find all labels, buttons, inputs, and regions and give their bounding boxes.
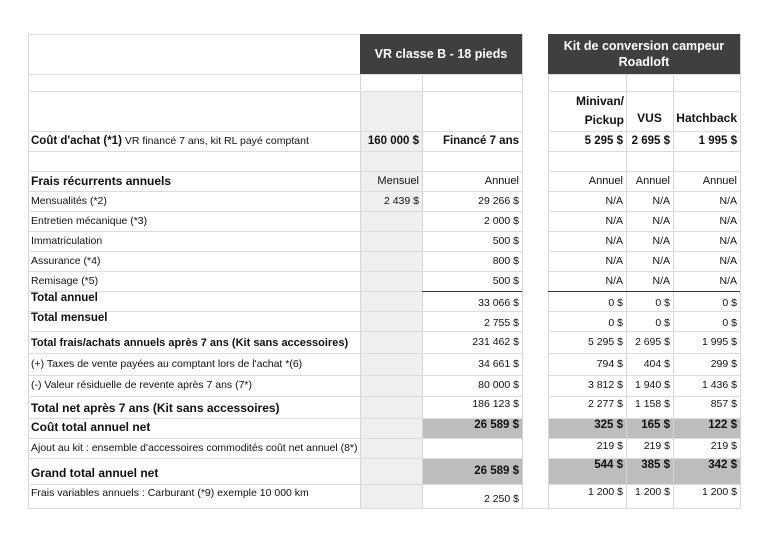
residuelle-vus: 1 940 $: [634, 379, 670, 391]
residuelle-label: (-) Valeur résiduelle de revente après 7 ans (7*): [31, 379, 252, 391]
taxes-minivan: 794 $: [596, 358, 623, 370]
total-annuel-hatch: 0 $: [722, 297, 737, 309]
recurring-mensuel-header: Mensuel: [377, 175, 419, 187]
net-7ans-label: Total net après 7 ans (Kit sans accessoires): [31, 402, 280, 415]
header-kit-roadloft: Kit de conversion campeur Roadloft: [548, 34, 740, 74]
row-annuel: 500 $: [492, 235, 519, 247]
row-annuel: 500 $: [492, 275, 519, 287]
cout-annuel-label: Coût total annuel net: [31, 421, 151, 434]
total-7ans-vus: 2 695 $: [634, 336, 670, 348]
purchase-vus: 2 695 $: [631, 135, 670, 147]
row-label: Mensualités (*2): [31, 195, 107, 207]
total-annuel-label: Total annuel: [31, 292, 98, 304]
ajout-kit-hatch: 219 $: [710, 440, 737, 452]
carburant-label: Frais variables annuels : Carburant (*9) exemple 10 000 km: [31, 487, 309, 499]
ajout-kit-minivan: 219 $: [596, 440, 623, 452]
total-7ans-minivan: 5 295 $: [587, 336, 623, 348]
recurring-title: Frais récurrents annuels: [31, 175, 172, 188]
purchase-vr-price: 160 000 $: [367, 135, 419, 147]
row-hatch: N/A: [719, 215, 737, 227]
purchase-minivan: 5 295 $: [584, 135, 623, 147]
cout-annuel-hatch: 122 $: [708, 419, 737, 431]
row-label: Immatriculation: [31, 235, 103, 247]
row-vus: N/A: [652, 235, 670, 247]
grand-total-minivan: 544 $: [594, 459, 623, 471]
grand-total-rv: 26 589 $: [474, 465, 519, 477]
row-label: Entretien mécanique (*3): [31, 215, 148, 227]
net-7ans-vus: 1 158 $: [634, 398, 670, 410]
cout-annuel-minivan: 325 $: [594, 419, 623, 431]
row-hatch: N/A: [719, 275, 737, 287]
carburant-minivan: 1 200 $: [587, 486, 623, 498]
ajout-kit-label: Ajout au kit : ensemble d'accessoires commodités coût net annuel (8*): [31, 442, 358, 454]
total-annuel-vus: 0 $: [655, 297, 670, 309]
ajout-kit-vus: 219 $: [643, 440, 670, 452]
recurring-vus-header: Annuel: [635, 175, 670, 187]
purchase-vr-note: Financé 7 ans: [442, 135, 519, 147]
row-minivan: N/A: [605, 255, 623, 267]
grand-total-vus: 385 $: [641, 459, 670, 471]
taxes-label: (+) Taxes de vente payées au comptant lors de l'achat *(6): [31, 358, 303, 370]
carburant-rv: 2 250 $: [483, 493, 519, 505]
carburant-vus: 1 200 $: [634, 486, 670, 498]
row-vus: N/A: [652, 255, 670, 267]
cost-comparison-table: [28, 34, 740, 508]
row-minivan: N/A: [605, 275, 623, 287]
monthly-column-shade: [360, 91, 422, 508]
net-7ans-rv: 186 123 $: [472, 398, 519, 410]
recurring-minivan-header: Annuel: [588, 175, 623, 187]
purchase-label: [28, 135, 360, 148]
row-annuel: 29 266 $: [478, 195, 519, 207]
cout-annuel-vus: 165 $: [641, 419, 670, 431]
purchase-label-bold: Coût d'achat (*1): [31, 135, 122, 147]
row-vus: N/A: [652, 275, 670, 287]
row-vus: N/A: [652, 215, 670, 227]
cout-annuel-rv: 26 589 $: [474, 419, 519, 431]
column-separator: [523, 34, 548, 508]
net-7ans-hatch: 857 $: [710, 398, 737, 410]
row-mensuel: 2 439 $: [383, 195, 419, 207]
grand-total-hatch: 342 $: [708, 459, 737, 471]
total-mensuel-minivan: 0 $: [608, 317, 623, 329]
row-hatch: N/A: [719, 235, 737, 247]
row-label: Assurance (*4): [31, 255, 101, 267]
total-7ans-label: Total frais/achats annuels après 7 ans (Kit sans accessoires): [31, 337, 349, 349]
residuelle-rv: 80 000 $: [478, 379, 519, 391]
residuelle-minivan: 3 812 $: [587, 379, 623, 391]
total-mensuel-label: Total mensuel: [31, 312, 108, 324]
purchase-hatch: 1 995 $: [698, 135, 737, 147]
subheader-vus: VUS: [637, 112, 662, 125]
purchase-label-rest: VR financé 7 ans, kit RL payé comptant: [121, 135, 309, 147]
row-hatch: N/A: [719, 255, 737, 267]
row-annuel: 2 000 $: [483, 215, 519, 227]
row-minivan: N/A: [605, 215, 623, 227]
header-vr-classe-b: VR classe B - 18 pieds: [360, 34, 522, 74]
subheader-hatchback: Hatchback: [676, 112, 737, 125]
row-hatch: N/A: [719, 195, 737, 207]
row-label: Remisage (*5): [31, 275, 99, 287]
total-7ans-hatch: 1 995 $: [701, 336, 737, 348]
total-mensuel-hatch: 0 $: [722, 317, 737, 329]
recurring-hatch-header: Annuel: [702, 175, 737, 187]
carburant-hatch: 1 200 $: [701, 486, 737, 498]
subheader-minivan-pickup: Minivan/ Pickup: [575, 94, 624, 127]
total-annuel-minivan: 0 $: [608, 297, 623, 309]
row-vus: N/A: [652, 195, 670, 207]
row-minivan: N/A: [605, 195, 623, 207]
net-7ans-minivan: 2 277 $: [587, 398, 623, 410]
taxes-hatch: 299 $: [710, 358, 737, 370]
taxes-rv: 34 661 $: [478, 358, 519, 370]
recurring-annuel-header: Annuel: [484, 175, 519, 187]
total-annuel-rv: 33 066 $: [478, 297, 519, 309]
grand-total-label: Grand total annuel net: [31, 467, 159, 480]
row-minivan: N/A: [605, 235, 623, 247]
total-7ans-rv: 231 462 $: [472, 336, 519, 348]
total-mensuel-rv: 2 755 $: [483, 317, 519, 329]
taxes-vus: 404 $: [643, 358, 670, 370]
total-mensuel-vus: 0 $: [655, 317, 670, 329]
row-annuel: 800 $: [492, 255, 519, 267]
residuelle-hatch: 1 436 $: [701, 379, 737, 391]
